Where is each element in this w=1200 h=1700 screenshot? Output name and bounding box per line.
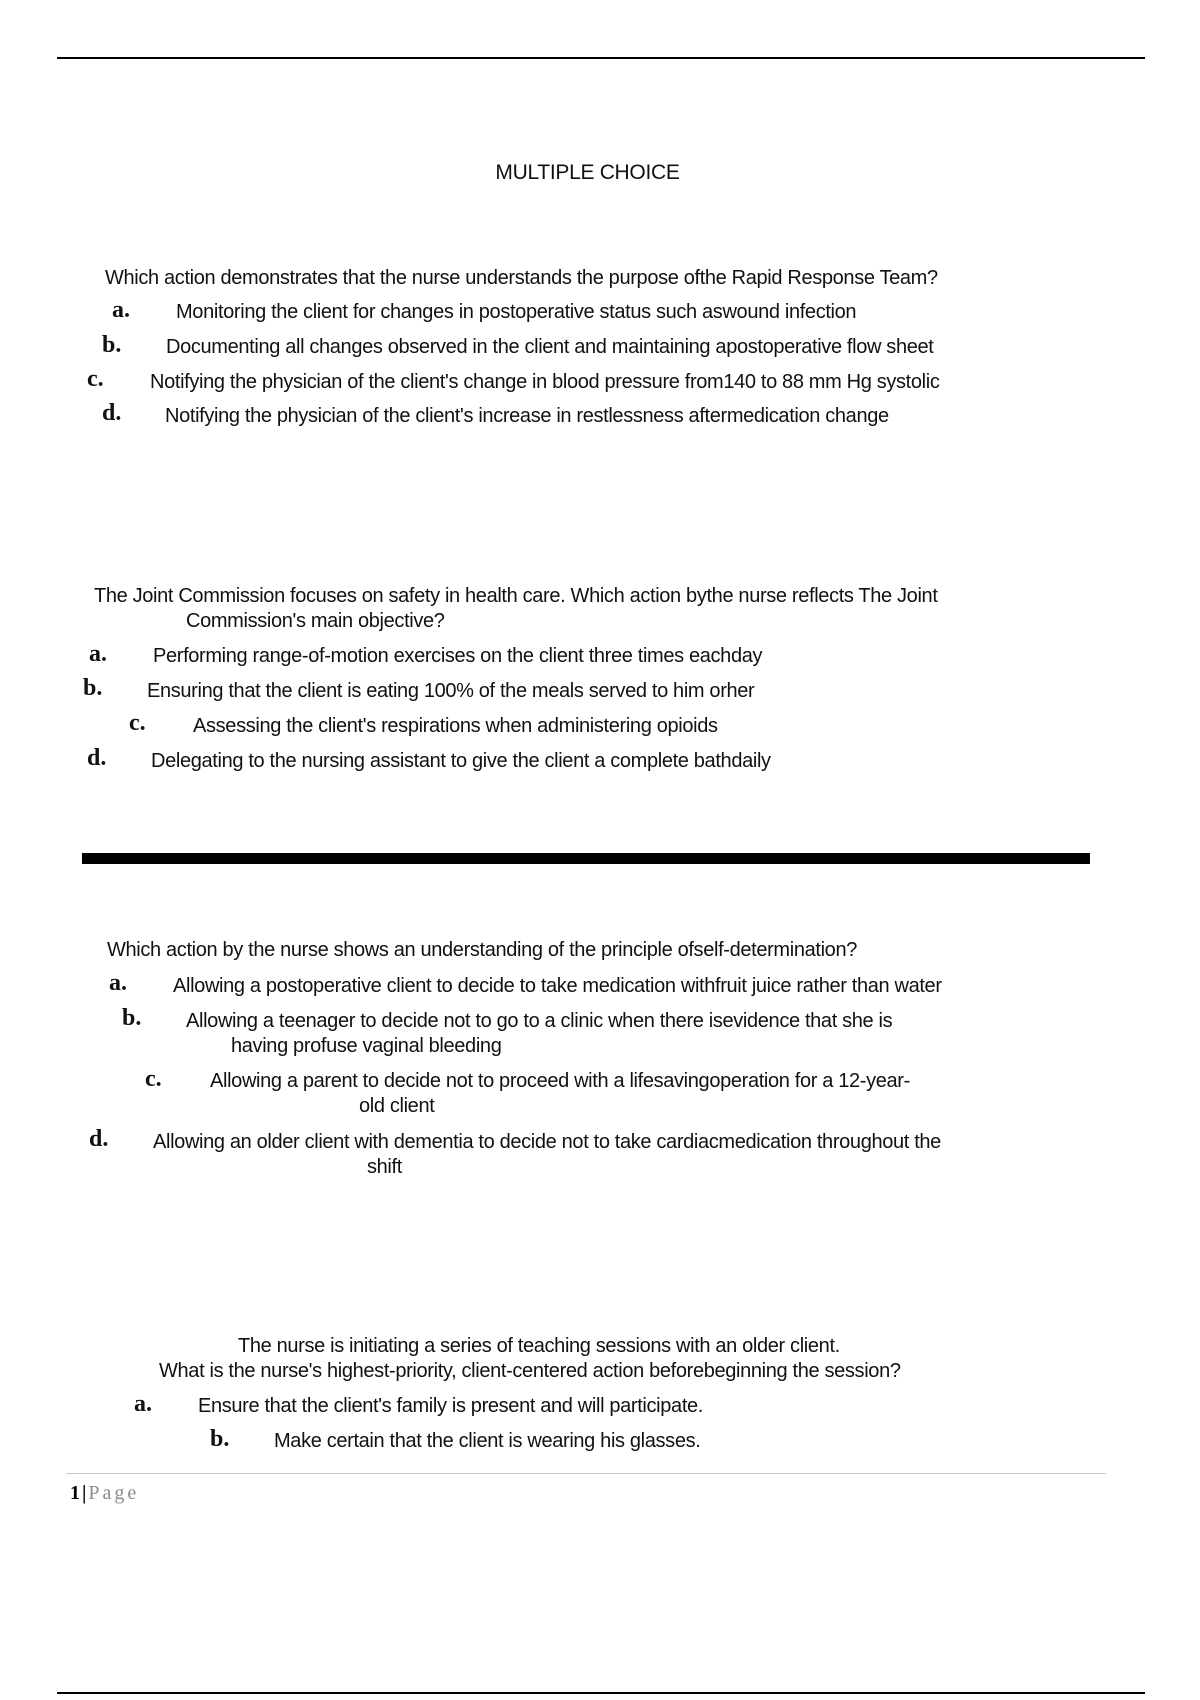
option-text: Notifying the physician of the client's change in blood pressure from140 to 88 mm Hg systolic: [150, 371, 940, 393]
option-letter: d.: [102, 400, 122, 426]
question-3-stem: Which action by the nurse shows an understanding of the principle ofself-determination?: [107, 939, 857, 961]
page-footer: [70, 1481, 139, 1505]
option-text: Ensuring that the client is eating 100% of the meals served to him orher: [147, 680, 755, 702]
option-text: Allowing a postoperative client to decide to take medication withfruit juice rather than water: [173, 975, 942, 997]
footer-divider: [66, 1473, 1106, 1474]
page-number: 1: [70, 1482, 80, 1504]
question-2-stem-line-1: The Joint Commission focuses on safety in health care. Which action bythe nurse reflects The Joint: [94, 585, 938, 607]
question-1-stem: Which action demonstrates that the nurse understands the purpose ofthe Rapid Response Team?: [105, 267, 938, 289]
option-text-line-1: Allowing a parent to decide not to proceed with a lifesavingoperation for a 12-year-: [210, 1070, 910, 1092]
option-letter: d.: [89, 1126, 109, 1152]
option-letter: a.: [89, 641, 107, 667]
option-letter: d.: [87, 745, 107, 771]
page-title: MULTIPLE CHOICE: [495, 161, 680, 184]
option-text: Performing range-of-motion exercises on the client three times eachday: [153, 645, 763, 667]
option-text-line-2: having profuse vaginal bleeding: [231, 1035, 502, 1057]
option-text-line-1: Allowing a teenager to decide not to go to a clinic when there isevidence that she is: [186, 1010, 893, 1032]
option-letter: c.: [145, 1066, 162, 1092]
option-text-line-1: Allowing an older client with dementia to decide not to take cardiacmedication throughout the: [153, 1131, 941, 1153]
option-letter: a.: [112, 297, 130, 323]
option-text: Monitoring the client for changes in postoperative status such aswound infection: [176, 301, 857, 323]
question-2-stem-line-2: Commission's main objective?: [186, 610, 445, 632]
page-separator: |: [82, 1482, 87, 1504]
option-text: Notifying the physician of the client's increase in restlessness aftermedication change: [165, 405, 889, 427]
option-letter: b.: [102, 332, 122, 358]
option-text: Ensure that the client's family is present and will participate.: [198, 1395, 704, 1417]
option-letter: b.: [122, 1005, 142, 1031]
option-letter: c.: [87, 366, 104, 392]
option-letter: a.: [109, 970, 127, 996]
option-letter: a.: [134, 1391, 152, 1417]
option-letter: b.: [210, 1426, 230, 1452]
option-letter: b.: [83, 675, 103, 701]
top-border-line: [57, 57, 1145, 59]
option-text: Make certain that the client is wearing his glasses.: [274, 1430, 701, 1452]
option-text-line-2: old client: [359, 1095, 435, 1117]
option-text: Assessing the client's respirations when administering opioids: [193, 715, 718, 737]
page-label: Page: [88, 1482, 140, 1504]
section-divider: [82, 853, 1090, 864]
option-letter: c.: [129, 710, 146, 736]
option-text-line-2: shift: [367, 1156, 402, 1178]
question-4-stem-line-2: What is the nurse's highest-priority, client-centered action beforebeginning the session?: [159, 1360, 901, 1382]
question-4-stem-line-1: The nurse is initiating a series of teaching sessions with an older client.: [238, 1335, 840, 1357]
option-text: Delegating to the nursing assistant to give the client a complete bathdaily: [151, 750, 771, 772]
bottom-border-line: [57, 1692, 1145, 1694]
option-text: Documenting all changes observed in the client and maintaining apostoperative flow sheet: [166, 336, 934, 358]
